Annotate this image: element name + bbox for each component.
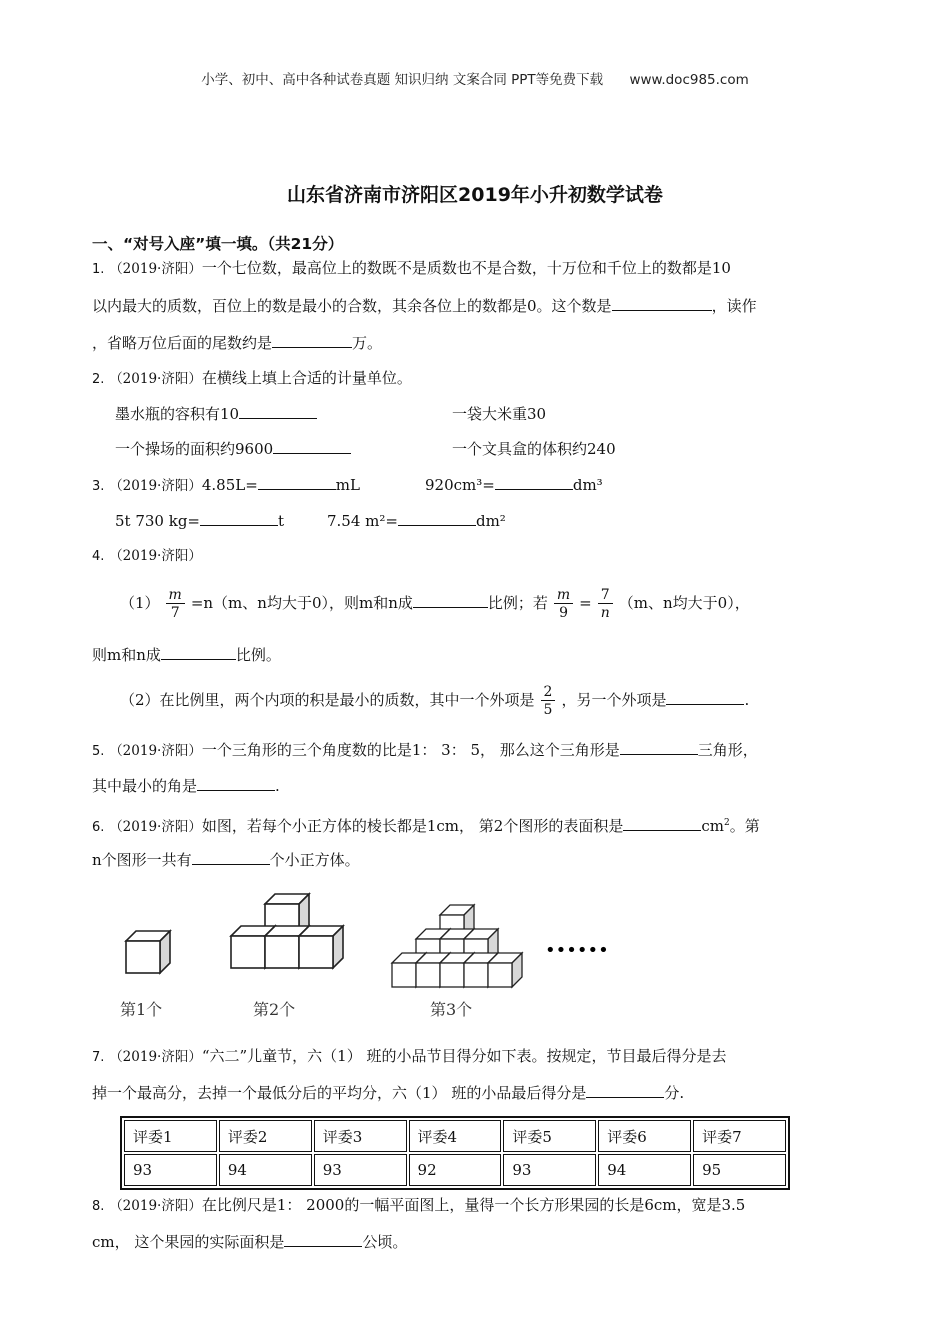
figure-2-label: 第2个 — [253, 1000, 296, 1019]
q4-p1-line2b: 比例。 — [235, 646, 281, 664]
page-title: 山东省济南市济阳区2019年小升初数学试卷 — [287, 184, 663, 206]
judge-score: 93 — [314, 1154, 407, 1186]
score-table-value-row — [124, 1154, 786, 1186]
q1-text-3a: ，省略万位后面的尾数约是 — [92, 334, 273, 352]
q5-text-2b: . — [275, 777, 280, 795]
question-number: 8. — [92, 1199, 105, 1214]
figure-2-cubes — [231, 894, 343, 968]
q4-part1-line2 — [92, 645, 281, 665]
q3-a1: 4.85L= — [201, 476, 258, 494]
continuation-dots: •••••• — [545, 940, 609, 961]
q6-unit: cm — [701, 817, 724, 835]
header-text: 小学、初中、高中各种试卷真题 知识归纳 文案合同 PPT等免费下载 — [201, 72, 604, 88]
q7-text-2a: 掉一个最高分，去掉一个最低分后的平均分，六（1） 班的小品最后得分是 — [92, 1084, 587, 1102]
q4-p2-b: ，另一个外项是 — [561, 691, 667, 709]
q2-text: 在横线上填上合适的计量单位。 — [201, 369, 412, 387]
q8-text-2b: 公顷。 — [362, 1233, 408, 1251]
q1-line2 — [92, 296, 757, 316]
fraction-m-over-9: $\frac{m}{9}$ — [554, 587, 573, 621]
answer-blank[interactable] — [200, 511, 278, 526]
cube-figures — [110, 885, 630, 1025]
q4-p2-c: . — [744, 691, 750, 709]
fraction-m-over-7: $\frac{m}{7}$ — [166, 587, 185, 621]
judge-header: 评委3 — [314, 1120, 407, 1152]
question-number: 5. — [92, 744, 105, 759]
judge-score: 93 — [124, 1154, 217, 1186]
q1-text-2b: ，读作 — [711, 297, 757, 315]
q3-b2: dm³ — [572, 476, 603, 494]
page-header — [0, 68, 950, 88]
question-number: 4. — [92, 549, 105, 564]
q3-c1: 5t 730 kg= — [115, 512, 200, 530]
q8-line2 — [92, 1232, 407, 1252]
q2-item-b — [452, 404, 546, 424]
figure-3-label: 第3个 — [430, 1000, 473, 1019]
q3-c2: t — [278, 512, 285, 530]
q4-p1-a: =n（m、n均大于0），则m和n成 — [190, 594, 413, 612]
answer-blank[interactable] — [273, 439, 351, 454]
judge-header: 评委4 — [409, 1120, 502, 1152]
question-number: 7. — [92, 1050, 105, 1065]
question-number: 1. — [92, 262, 105, 277]
q7-text-1: “六二”儿童节，六（1） 班的小品节目得分如下表。按规定，节目最后得分是去 — [201, 1047, 727, 1065]
q1-text-2a: 以内最大的质数，百位上的数是最小的合数，其余各位上的数都是0。这个数是 — [92, 297, 612, 315]
q2-b-text: 一袋大米重30 — [452, 405, 547, 423]
q6-line2 — [92, 850, 360, 870]
answer-blank[interactable] — [272, 333, 352, 348]
judge-score: 94 — [219, 1154, 312, 1186]
question-source: （2019·济阳） — [109, 819, 202, 835]
q5-text-2a: 其中最小的角是 — [92, 777, 198, 795]
q4-part2 — [120, 680, 749, 720]
judge-score: 95 — [693, 1154, 786, 1186]
answer-blank[interactable] — [398, 511, 476, 526]
q3-b1: 920cm³= — [425, 476, 495, 494]
figure-1-label: 第1个 — [120, 1000, 163, 1019]
figure-1-cube — [126, 931, 170, 973]
q1-text-3b: 万。 — [352, 334, 383, 352]
q3-item-d — [327, 511, 506, 531]
q8-text-2a: cm， 这个果园的实际面积是 — [92, 1233, 285, 1251]
q1-line1 — [92, 258, 731, 280]
judge-header: 评委2 — [219, 1120, 312, 1152]
question-source: （2019·济阳） — [109, 261, 202, 277]
q3-item-b — [425, 475, 603, 495]
answer-blank[interactable] — [620, 740, 698, 755]
q2-c-text: 一个操场的面积约9600 — [115, 440, 274, 458]
q7-line2 — [92, 1083, 684, 1103]
score-table — [120, 1116, 790, 1190]
q4-line1 — [92, 545, 202, 567]
judge-score: 93 — [503, 1154, 596, 1186]
answer-blank[interactable] — [666, 690, 744, 705]
q8-line1 — [92, 1195, 745, 1217]
q2-item-a — [115, 404, 317, 424]
q7-line1 — [92, 1046, 727, 1068]
answer-blank[interactable] — [258, 475, 336, 490]
judge-score: 94 — [598, 1154, 691, 1186]
answer-blank[interactable] — [495, 475, 573, 490]
answer-blank[interactable] — [623, 816, 701, 831]
q4-p1-b: 比例；若 — [487, 594, 548, 612]
question-source: （2019·济阳） — [109, 743, 202, 759]
judge-header: 评委5 — [503, 1120, 596, 1152]
answer-blank[interactable] — [413, 593, 488, 608]
judge-header: 评委1 — [124, 1120, 217, 1152]
answer-blank[interactable] — [192, 850, 270, 865]
header-url[interactable]: www.doc985.com — [629, 72, 749, 88]
q3-d1: 7.54 m²= — [327, 512, 398, 530]
q4-part1 — [120, 583, 750, 623]
q6-sup: 2 — [723, 818, 730, 828]
question-number: 3. — [92, 479, 105, 494]
q6-text-2b: 个小正方体。 — [269, 851, 360, 869]
q1-text: 一个七位数，最高位上的数既不是质数也不是合数，十万位和千位上的数都是10 — [201, 259, 731, 277]
question-source: （2019·济阳） — [109, 1198, 202, 1214]
q4-p1-c: （m、n均大于0）， — [618, 594, 750, 612]
q6-text-2a: n个图形一共有 — [92, 851, 192, 869]
q3-item-c — [115, 511, 284, 531]
q6-text-1a: 如图，若每个小正方体的棱长都是1cm， 第2个图形的表面积是 — [201, 817, 624, 835]
section-heading: 一、“对号入座”填一填。（共21分） — [92, 235, 344, 253]
q6-text-1c: 。第 — [729, 817, 760, 835]
figure-3-cubes — [392, 905, 522, 987]
answer-blank[interactable] — [612, 296, 712, 311]
q4-p2-a: （2）在比例里，两个内项的积是最小的质数，其中一个外项是 — [120, 691, 535, 709]
question-source: （2019·济阳） — [109, 1049, 202, 1065]
q5-line1 — [92, 740, 758, 762]
q3-a2: mL — [335, 476, 360, 494]
q1-line3 — [92, 333, 382, 353]
q4-p1-label: （1） — [120, 594, 160, 612]
fraction-2-over-5: $\frac{2}{5}$ — [541, 684, 556, 718]
q2-item-d — [452, 439, 616, 459]
answer-blank[interactable] — [284, 1232, 362, 1247]
q2-a-text: 墨水瓶的容积有10 — [115, 405, 240, 423]
q7-text-2b: 分. — [664, 1084, 685, 1102]
answer-blank[interactable] — [197, 776, 275, 791]
judge-score: 92 — [409, 1154, 502, 1186]
q5-text-1b: 三角形， — [697, 741, 758, 759]
q3-d2: dm² — [475, 512, 506, 530]
question-number: 2. — [92, 372, 105, 387]
question-source: （2019·济阳） — [109, 371, 202, 387]
q8-text-1: 在比例尺是1： 2000的一幅平面图上，量得一个长方形果园的长是6cm，宽是3.5 — [201, 1196, 746, 1214]
q2-d-text: 一个文具盒的体积约240 — [452, 440, 616, 458]
score-table-header-row — [124, 1120, 786, 1152]
q2-line1 — [92, 368, 412, 390]
question-number: 6. — [92, 820, 105, 835]
answer-blank[interactable] — [161, 645, 236, 660]
question-source: （2019·济阳） — [109, 548, 202, 564]
equals-sign: = — [579, 594, 592, 612]
q3-line1 — [92, 475, 360, 497]
question-source: （2019·济阳） — [109, 478, 202, 494]
q4-p1-line2a: 则m和n成 — [92, 646, 161, 664]
answer-blank[interactable] — [586, 1083, 664, 1098]
answer-blank[interactable] — [239, 404, 317, 419]
q6-line1 — [92, 813, 760, 838]
judge-header: 评委6 — [598, 1120, 691, 1152]
q2-item-c — [115, 439, 351, 459]
judge-header: 评委7 — [693, 1120, 786, 1152]
fraction-7-over-n: $\frac{7}{n}$ — [598, 587, 613, 621]
q5-text-1a: 一个三角形的三个角度数的比是1： 3： 5， 那么这个三角形是 — [201, 741, 620, 759]
q5-line2 — [92, 776, 280, 796]
